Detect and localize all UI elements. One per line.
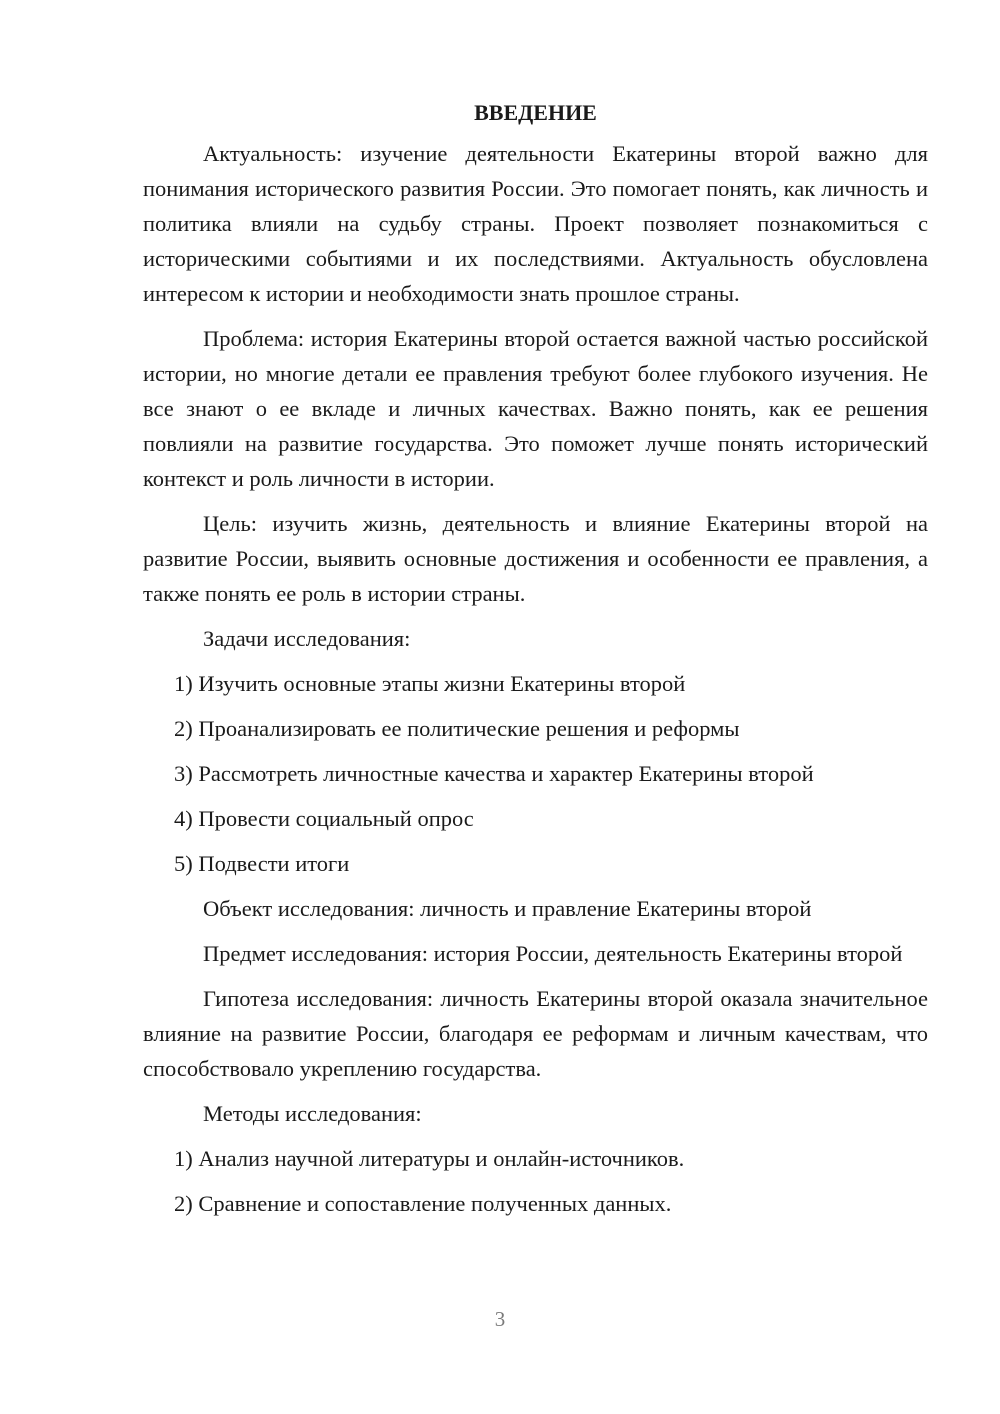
hypothesis-paragraph: Гипотеза исследования: личность Екатерины второй оказала значительное влияние на развитие России, благодаря ее реформам и личным качествам, что способствовало укреплению государства.: [143, 986, 928, 1081]
problem-paragraph: Проблема: история Екатерины второй остается важной частью российской истории, но многие детали ее правления требуют более глубокого изучения. Не все знают о ее вкладе и личных качествах. Важно понять, как ее решения повлияли на развитие государства. Это поможет лучше понять исторический контекст и роль личности в истории.: [143, 326, 928, 491]
task-item: 2) Проанализировать ее политические решения и реформы: [174, 716, 740, 741]
goal-paragraph: Цель: изучить жизнь, деятельность и влияние Екатерины второй на развитие России, выявить основные достижения и особенности ее правления, а также понять ее роль в истории страны.: [143, 511, 928, 606]
page-number: 3: [494, 1307, 506, 1331]
object-paragraph: Объект исследования: личность и правление Екатерины второй: [203, 896, 812, 921]
tasks-heading: Задачи исследования:: [203, 626, 411, 651]
task-item: 1) Изучить основные этапы жизни Екатерины второй: [174, 671, 686, 696]
method-item: 2) Сравнение и сопоставление полученных данных.: [174, 1191, 672, 1216]
document-page: [143, 95, 928, 1231]
task-item: 5) Подвести итоги: [174, 851, 350, 876]
subject-paragraph: Предмет исследования: история России, деятельность Екатерины второй: [203, 941, 903, 966]
task-item: 4) Провести социальный опрос: [174, 806, 474, 831]
method-item: 1) Анализ научной литературы и онлайн-источников.: [174, 1146, 685, 1171]
relevance-paragraph: Актуальность: изучение деятельности Екатерины второй важно для понимания исторического развития России. Это помогает понять, как личность и политика влияли на судьбу страны. Проект позволяет познакомиться с историческими событиями и их последствиями. Актуальность обусловлена интересом к истории и необходимости знать прошлое страны.: [143, 141, 928, 306]
methods-heading: Методы исследования:: [203, 1101, 422, 1126]
section-title: ВВЕДЕНИЕ: [474, 100, 597, 125]
task-item: 3) Рассмотреть личностные качества и характер Екатерины второй: [174, 761, 814, 786]
